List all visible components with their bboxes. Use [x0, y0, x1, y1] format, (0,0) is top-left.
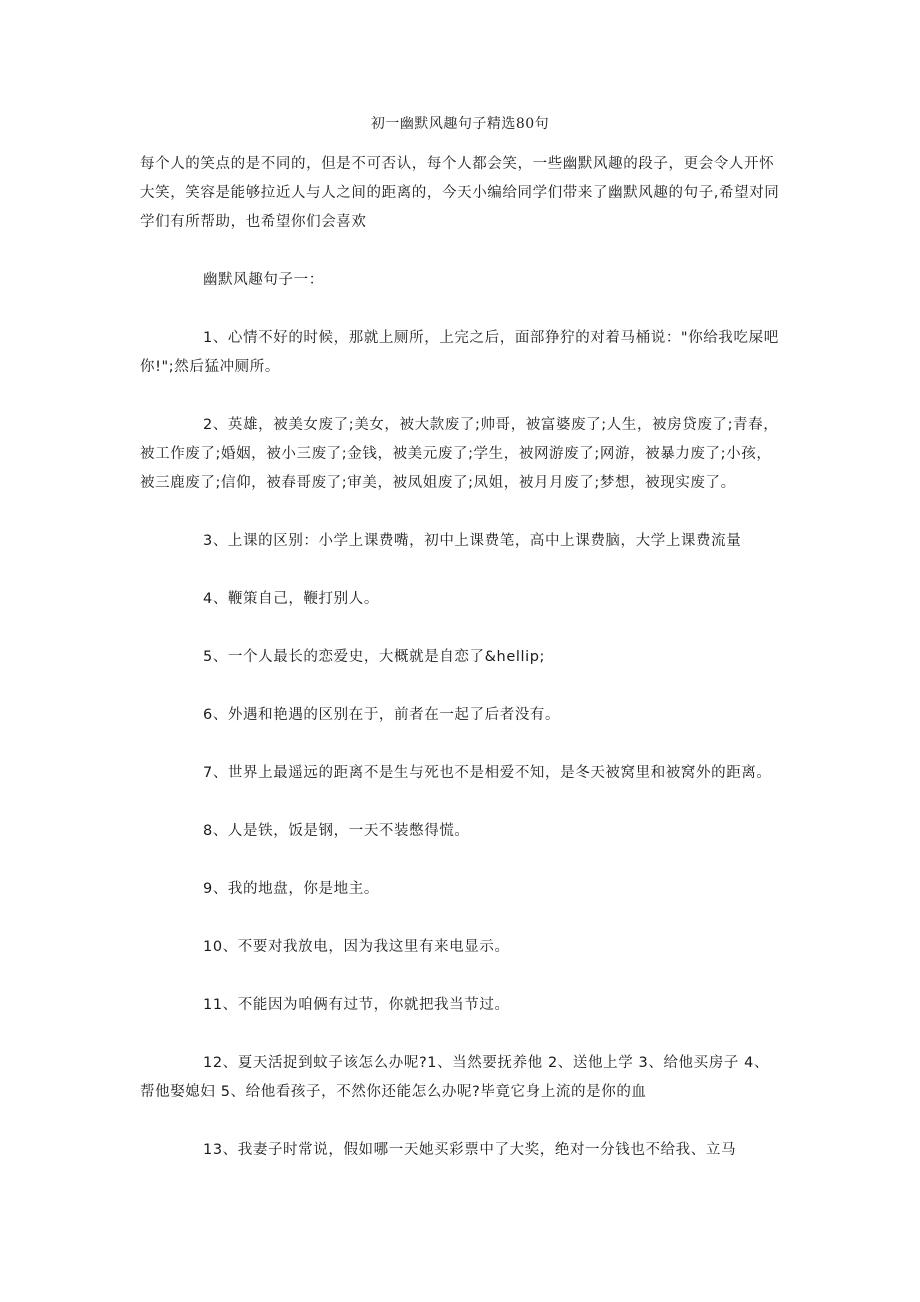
intro-paragraph: 每个人的笑点的是不同的，但是不可否认，每个人都会笑，一些幽默风趣的段子，更会令人开怀大笑，笑容是能够拉近人与人之间的距离的，今天小编给同学们带来了幽默风趣的句子,希望对同学们有所帮助，也希望你们会喜欢 [140, 156, 780, 230]
list-item: 13、我妻子时常说，假如哪一天她买彩票中了大奖，绝对一分钱也不给我、立马 [203, 1142, 737, 1158]
list-item: 3、上课的区别：小学上课费嘴，初中上课费笔，高中上课费脑，大学上课费流量 [203, 533, 742, 549]
list-item: 7、世界上最遥远的距离不是生与死也不是相爱不知，是冬天被窝里和被窝外的距离。 [203, 765, 772, 781]
document-body [140, 150, 780, 1165]
list-item: 9、我的地盘，你是地主。 [203, 881, 379, 897]
list-item: 10、不要对我放电，因为我这里有来电显示。 [203, 939, 510, 955]
document-title: 初一幽默风趣句子精选80句 [370, 116, 550, 132]
list-item: 2、英雄，被美女废了;美女，被大款废了;帅哥，被富婆废了;人生，被房贷废了;青春，被工作废了;婚姻，被小三废了;金钱，被美元废了;学生，被网游废了;网游，被暴力废了;小孩，被三鹿废了;信仰，被春哥废了;审美，被凤姐废了;凤姐，被月月废了;梦想，被现实废了。 [140, 417, 779, 491]
list-item: 12、夏天活捉到蚊子该怎么办呢?1、当然要抚养他 2、送他上学 3、给他买房子 4、帮他娶媳妇 5、给他看孩子，不然你还能怎么办呢?毕竟它身上流的是你的血 [140, 1055, 770, 1100]
list-item: 11、不能因为咱俩有过节，你就把我当节过。 [203, 997, 510, 1013]
list-item: 1、心情不好的时候，那就上厕所，上完之后，面部狰狞的对着马桶说："你给我吃屎吧你!";然后猛冲厕所。 [140, 330, 779, 375]
list-item: 6、外遇和艳遇的区别在于，前者在一起了后者没有。 [203, 707, 561, 723]
section-heading: 幽默风趣句子一： [203, 272, 324, 288]
list-item: 4、鞭策自己，鞭打别人。 [203, 591, 379, 607]
list-item: 5、一个人最长的恋爱史，大概就是自恋了&hellip; [203, 649, 546, 665]
list-item: 8、人是铁，饭是钢，一天不装憋得慌。 [203, 823, 470, 839]
